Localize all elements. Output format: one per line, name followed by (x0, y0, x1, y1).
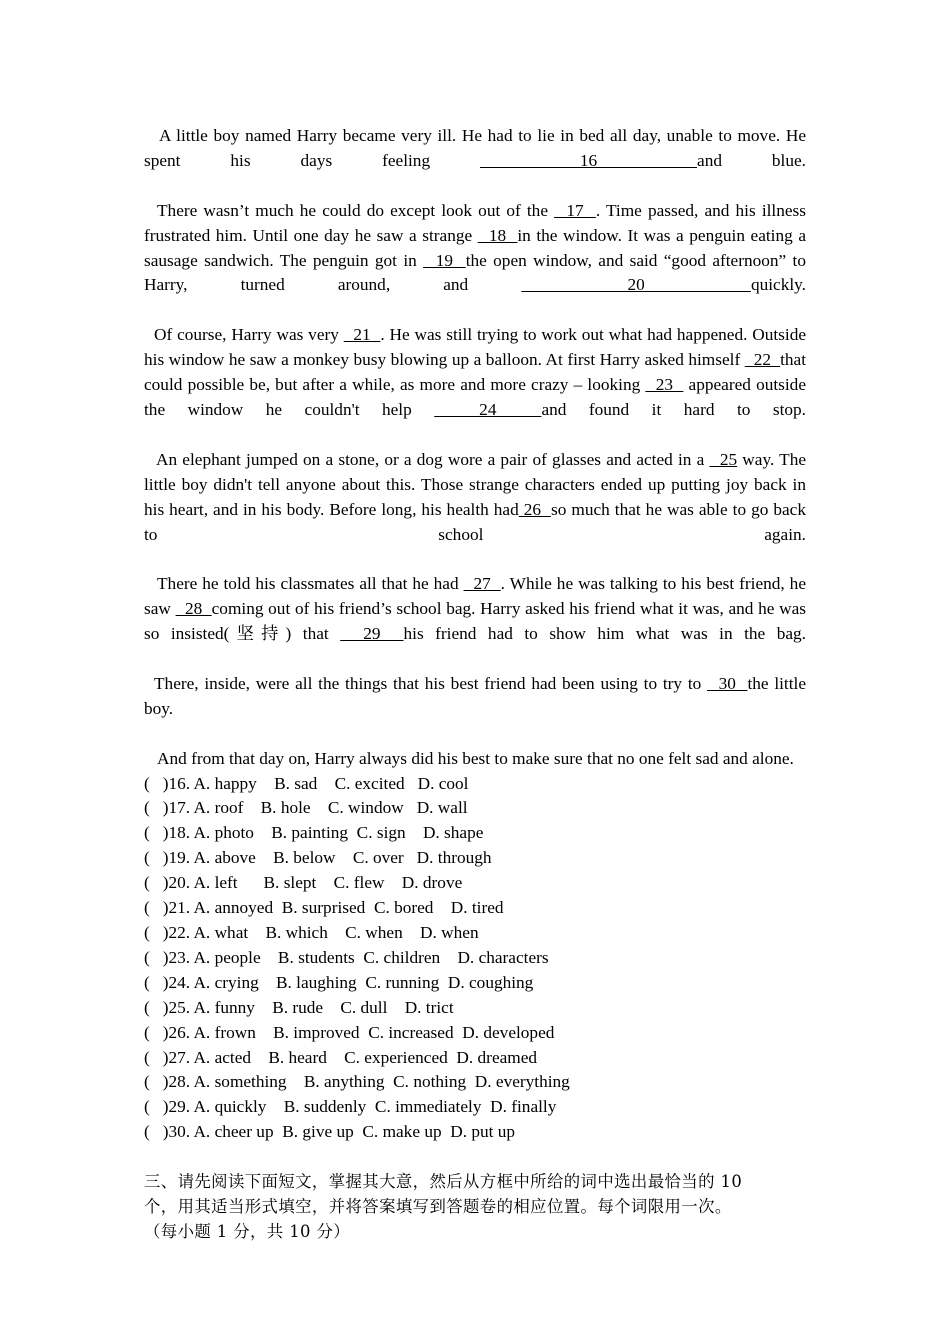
answer-bracket: ( ) (144, 947, 169, 967)
option-a: A. crying (193, 972, 259, 992)
option-a: A. above (193, 848, 256, 868)
separator: . (185, 1022, 194, 1042)
option-a: A. photo (193, 823, 254, 843)
gap (255, 998, 272, 1017)
option-a: A. annoyed (193, 898, 274, 918)
blank-number: 17 (554, 200, 596, 220)
option-a: A. cheer up (193, 1122, 274, 1142)
question-number: 17 (168, 798, 186, 818)
question-item (144, 796, 806, 821)
separator: . (185, 997, 194, 1017)
option-a: A. left (193, 873, 238, 893)
option-c: C. when (345, 923, 403, 942)
option-c: C. nothing (393, 1072, 467, 1092)
option-b: B. improved (273, 1022, 360, 1042)
option-b: B. heard (268, 1047, 327, 1067)
passage-text: in the window. It was a penguin eating a sausage sandwich. The penguin got in (144, 225, 807, 270)
worksheet-page (144, 124, 806, 1245)
separator: . (185, 1072, 194, 1092)
separator: . (185, 823, 194, 843)
option-b: B. students (277, 947, 355, 967)
gap (360, 1023, 369, 1042)
passage-paragraph (144, 448, 806, 573)
passage-text: appeared outside the window he couldn't help (144, 375, 806, 419)
option-d: D. everything (474, 1072, 570, 1092)
question-item (144, 921, 806, 946)
question-number: 16 (168, 773, 186, 793)
spacer (144, 1145, 806, 1170)
gap (248, 923, 265, 942)
gap (316, 873, 333, 892)
option-a: A. what (193, 923, 249, 942)
gap (466, 1072, 475, 1091)
gap (327, 1048, 344, 1067)
option-c: C. increased (368, 1022, 454, 1042)
passage-text: that could possible be, but after a while, as more and more crazy – looking (144, 350, 806, 395)
question-item (144, 1070, 806, 1095)
answer-bracket: ( ) (144, 848, 169, 868)
option-c: C. excited (334, 773, 405, 793)
passage-text: There, inside, were all the things that his best friend had been using to try to (154, 673, 708, 693)
option-c: C. sign (356, 823, 406, 843)
gap (336, 848, 353, 867)
blank-number: 22 (744, 350, 781, 370)
gap (404, 798, 417, 817)
gap (261, 948, 278, 967)
gap (366, 1097, 375, 1116)
separator: . (185, 898, 194, 918)
answer-bracket: ( ) (144, 972, 169, 992)
passage-text: . Time passed, and his illness frustrated him. Until one day he saw a strange (144, 200, 806, 245)
cloze-passage (144, 124, 806, 772)
option-c: C. immediately (374, 1097, 482, 1117)
option-c: C. children (363, 947, 441, 967)
question-item (144, 1021, 806, 1046)
option-d: D. put up (450, 1122, 516, 1142)
gap (256, 848, 273, 867)
option-b: B. anything (303, 1072, 385, 1092)
gap (274, 1122, 283, 1141)
option-b: B. surprised (281, 898, 366, 918)
answer-bracket: ( ) (144, 823, 169, 843)
option-d: D. cool (417, 773, 469, 793)
question-item (144, 871, 806, 896)
question-item (144, 896, 806, 921)
question-item (144, 772, 806, 797)
passage-text: the little boy. (144, 673, 806, 718)
option-c: C. window (327, 798, 404, 818)
gap (481, 1097, 490, 1116)
answer-bracket: ( ) (144, 1122, 169, 1142)
question-number: 29 (168, 1097, 186, 1117)
option-d: D. through (416, 848, 492, 868)
question-number: 24 (168, 972, 186, 992)
option-c: C. over (352, 848, 404, 868)
option-b: B. painting (271, 823, 349, 843)
gap (387, 998, 404, 1017)
option-c: C. flew (333, 873, 385, 893)
blank-number: 23 (645, 375, 684, 395)
blank-number: 21 (343, 325, 381, 345)
gap (273, 898, 282, 917)
question-item (144, 1046, 806, 1071)
option-b: B. rude (272, 997, 324, 1017)
option-a: A. roof (193, 798, 244, 818)
gap (254, 823, 271, 842)
gap (406, 823, 423, 842)
option-a: A. frown (193, 1022, 256, 1042)
passage-paragraph (144, 323, 806, 448)
answer-bracket: ( ) (144, 1097, 169, 1117)
gap (385, 1072, 394, 1091)
question-item (144, 1120, 806, 1145)
question-number: 18 (168, 823, 186, 843)
option-a: A. quickly (193, 1097, 267, 1117)
gap (440, 948, 457, 967)
gap (365, 898, 374, 917)
gap (439, 973, 448, 992)
blank-number: 27 (463, 574, 501, 594)
option-a: A. something (193, 1072, 287, 1092)
option-a: A. happy (193, 773, 257, 793)
passage-paragraph (144, 672, 806, 747)
question-number: 26 (168, 1022, 186, 1042)
gap (328, 923, 345, 942)
option-c: C. running (365, 972, 440, 992)
passage-text: the open window, and said “good afternoon” to Harry, turned around, and (144, 250, 806, 295)
gap (257, 774, 274, 793)
gap (348, 823, 357, 842)
section-three-line-3: （每小题 1 分，共 10 分） (144, 1221, 351, 1241)
option-a: A. people (193, 947, 261, 967)
answer-bracket: ( ) (144, 798, 169, 818)
separator: . (185, 1097, 194, 1117)
option-c: C. dull (340, 997, 388, 1017)
blank-number: 25 (709, 449, 738, 469)
passage-text: . He was still trying to work out what had happened. Outside his window he saw a monkey busy blowing up a balloon. At first Harry asked himself (144, 325, 807, 370)
separator: . (185, 1047, 194, 1067)
question-number: 30 (168, 1122, 186, 1142)
question-list (144, 772, 806, 1146)
question-item (144, 1095, 806, 1120)
separator: . (185, 773, 194, 793)
option-d: D. coughing (447, 972, 534, 992)
separator: . (185, 947, 194, 967)
option-a: A. funny (193, 997, 255, 1017)
gap (404, 848, 417, 867)
passage-paragraph (144, 572, 806, 672)
gap (243, 798, 260, 817)
gap (433, 898, 450, 917)
option-d: D. dreamed (456, 1047, 538, 1067)
answer-bracket: ( ) (144, 923, 169, 942)
blank-number: 29 (340, 624, 404, 644)
blank-number: 24 (434, 399, 542, 419)
question-item (144, 971, 806, 996)
option-b: B. suddenly (283, 1097, 367, 1117)
answer-bracket: ( ) (144, 1022, 169, 1042)
option-b: B. laughing (276, 972, 357, 992)
gap (287, 1072, 304, 1091)
passage-text: . While he was talking to his best friend, he saw (144, 574, 806, 619)
option-d: D. shape (422, 823, 484, 843)
passage-paragraph (144, 199, 806, 324)
option-d: D. finally (490, 1097, 557, 1117)
blank-number: 30 (707, 673, 748, 693)
separator: . (185, 923, 194, 942)
option-d: D. developed (462, 1022, 555, 1042)
question-number: 20 (168, 873, 186, 893)
gap (251, 1048, 268, 1067)
option-c: C. make up (362, 1122, 442, 1142)
gap (385, 873, 402, 892)
passage-text: There wasn’t much he could do except look out of the (157, 200, 555, 220)
section-three-line-2: 个，用其适当形式填空，并将答案填写到答题卷的相应位置。每个词限用一次。 (144, 1196, 732, 1216)
option-d: D. trict (404, 997, 454, 1017)
answer-bracket: ( ) (144, 773, 169, 793)
option-d: D. wall (416, 798, 468, 818)
gap (256, 1023, 273, 1042)
question-number: 27 (168, 1047, 186, 1067)
blank-number: 20 (521, 275, 751, 295)
option-d: D. tired (450, 898, 504, 918)
question-number: 19 (168, 848, 186, 868)
passage-paragraph (144, 747, 806, 772)
section-three-line-1: 三、请先阅读下面短文，掌握其大意，然后从方框中所给的词中选出最恰当的 10 (144, 1172, 743, 1192)
gap (259, 973, 276, 992)
blank-number: 18 (477, 225, 518, 245)
gap (238, 873, 264, 892)
answer-bracket: ( ) (144, 1072, 169, 1092)
option-b: B. slept (263, 873, 317, 893)
gap (323, 998, 340, 1017)
gap (405, 774, 418, 793)
blank-number: 19 (423, 250, 466, 270)
question-item (144, 846, 806, 871)
passage-paragraph (144, 124, 806, 199)
passage-text: Of course, Harry was very (154, 325, 344, 345)
option-d: D. drove (401, 873, 463, 893)
separator: . (185, 848, 194, 868)
passage-text: so much that he was able to go back to school again. (144, 499, 806, 544)
passage-text: quickly. (750, 275, 807, 295)
gap (317, 774, 334, 793)
question-item (144, 946, 806, 971)
gap (311, 798, 328, 817)
separator: . (185, 798, 194, 818)
blank-number: 26 (518, 499, 552, 519)
passage-text: way. The little boy didn't tell anyone about this. Those strange characters ended up putting joy back in his heart, and in his body. Before long, his health had (144, 449, 807, 519)
option-b: B. give up (282, 1122, 354, 1142)
passage-text: his friend had to show him what was in the bag. (403, 624, 806, 644)
question-number: 23 (168, 947, 186, 967)
passage-text: And from that day on, Harry always did his best to make sure that no one felt sad and alone. (157, 748, 794, 768)
passage-text: and blue. (697, 150, 806, 170)
option-d: D. when (420, 923, 479, 942)
question-number: 28 (168, 1072, 186, 1092)
answer-bracket: ( ) (144, 1047, 169, 1067)
gap (442, 1122, 451, 1141)
blank-number: 28 (175, 599, 212, 619)
passage-text: and found it hard to stop. (541, 399, 806, 419)
gap (454, 1023, 463, 1042)
section-three-instructions (144, 1170, 806, 1245)
passage-text: There he told his classmates all that he had (157, 574, 464, 594)
question-number: 25 (168, 997, 186, 1017)
option-d: D. characters (457, 947, 549, 967)
option-a: A. acted (193, 1047, 252, 1067)
gap (403, 923, 420, 942)
separator: . (185, 972, 194, 992)
blank-number: 16 (480, 150, 698, 170)
answer-bracket: ( ) (144, 997, 169, 1017)
option-b: B. which (265, 923, 328, 942)
passage-text: An elephant jumped on a stone, or a dog wore a pair of glasses and acted in a (156, 449, 710, 469)
separator: . (185, 1122, 194, 1142)
separator: . (185, 873, 194, 893)
gap (266, 1097, 283, 1116)
answer-bracket: ( ) (144, 898, 169, 918)
option-c: C. experienced (344, 1047, 448, 1067)
question-number: 22 (168, 923, 186, 942)
option-b: B. sad (274, 773, 318, 793)
option-b: B. below (273, 848, 336, 868)
question-item (144, 996, 806, 1021)
passage-text: coming out of his friend’s school bag. Harry asked his friend what it was, and he was so insisted(坚持) that (144, 599, 807, 644)
option-c: C. bored (373, 898, 434, 918)
answer-bracket: ( ) (144, 873, 169, 893)
question-number: 21 (168, 898, 186, 918)
question-item (144, 821, 806, 846)
option-b: B. hole (260, 798, 311, 818)
passage-text: A little boy named Harry became very ill. He had to lie in bed all day, unable to move. He spent his days feeling (144, 126, 806, 170)
